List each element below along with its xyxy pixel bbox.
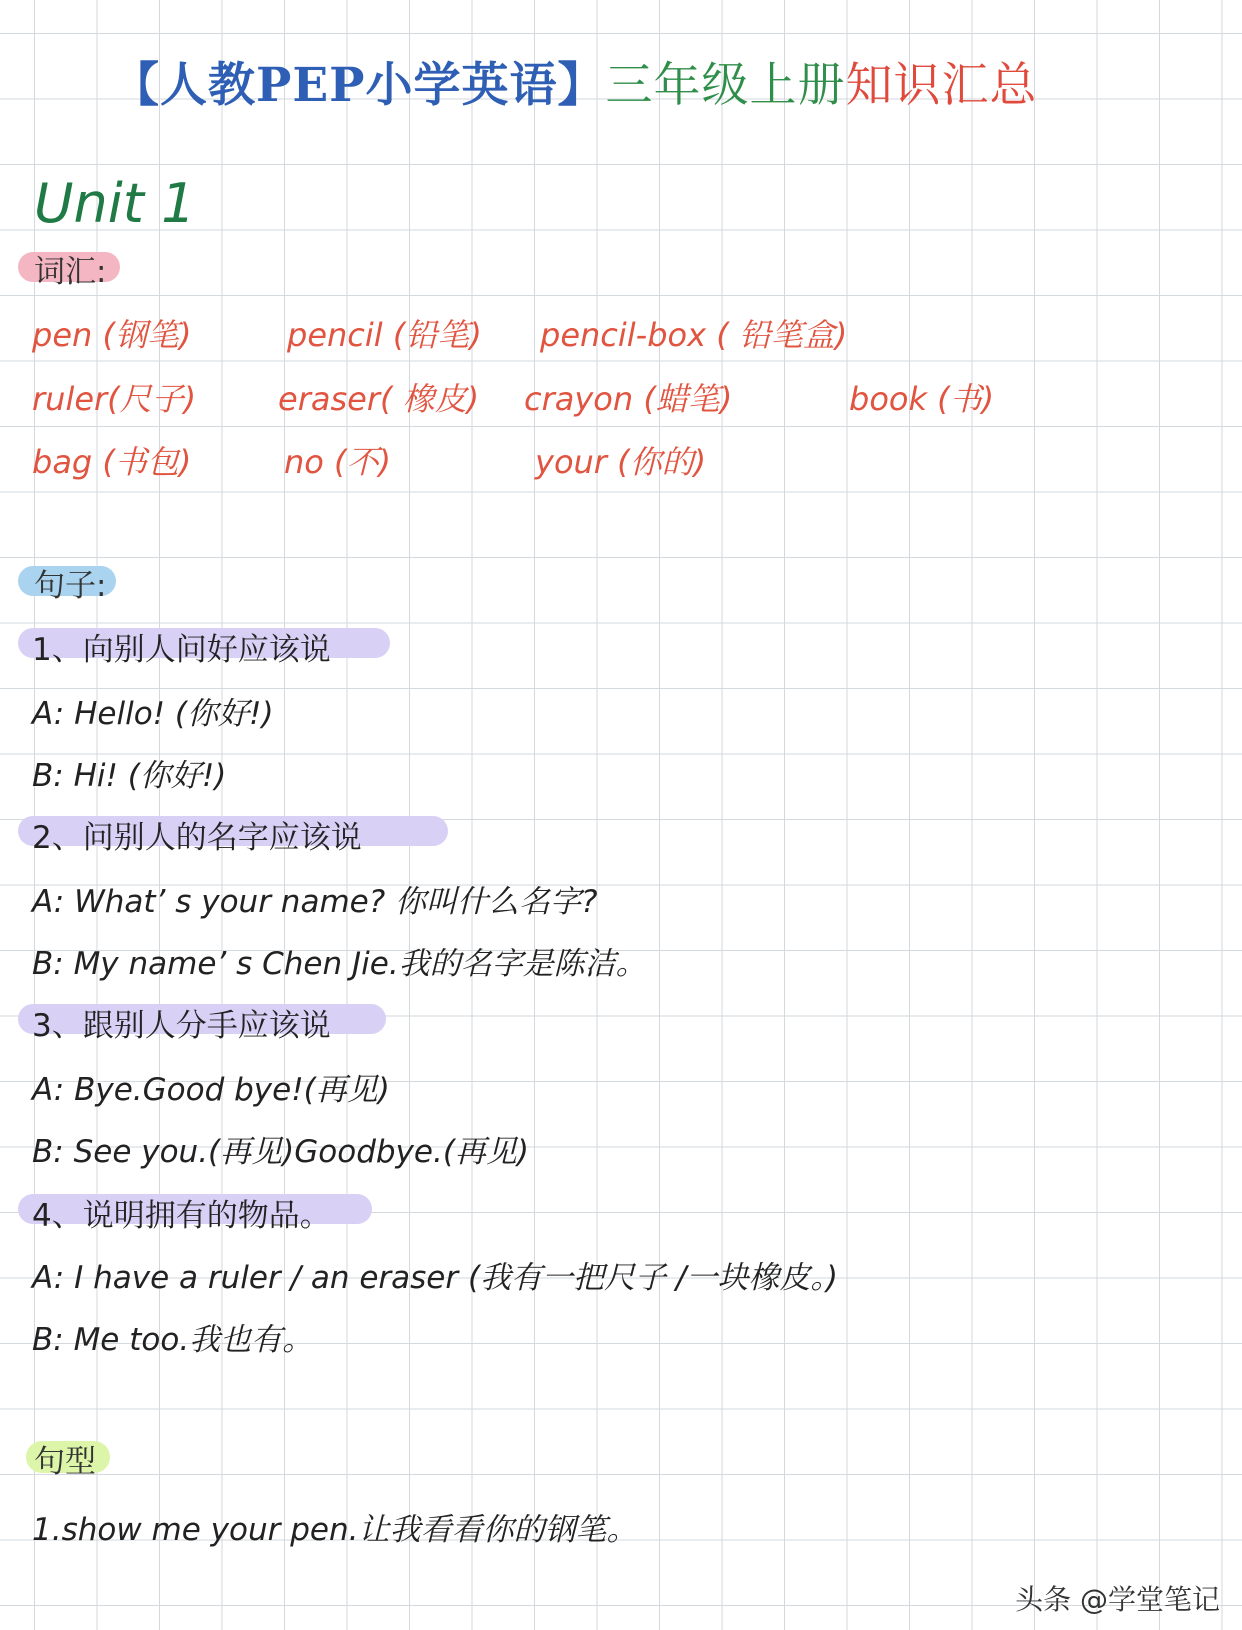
title-part-1: 【人教PEP小学英语】 [112,58,606,113]
topic-heading: 3、跟别人分手应该说 [32,1008,331,1044]
vocab-item: book (书) [849,380,995,418]
vocab-item: bag (书包) [32,443,192,481]
watermark: 头条 @学堂笔记 [1015,1583,1220,1616]
title-part-3: 知识汇总 [845,58,1038,113]
topic-heading: 4、说明拥有的物品。 [32,1198,331,1234]
unit-heading: Unit 1 [34,172,196,235]
title-part-2: 三年级上册 [605,58,846,113]
topic-heading: 2、问别人的名字应该说 [32,820,362,856]
vocab-item: eraser( 橡皮) [278,380,480,418]
dialogue-line: A: Bye.Good bye!(再见) [32,1072,390,1108]
sentence-label: 句子: [34,568,107,604]
dialogue-line: A: Hello! (你好!) [32,696,274,732]
dialogue-line: B: Hi! (你好!) [32,758,227,794]
page-title [112,48,1038,115]
vocab-item: crayon (蜡笔) [524,380,733,418]
vocab-label: 词汇: [34,254,107,290]
vocab-item: pencil (铅笔) [287,316,482,354]
vocab-item: your (你的) [535,443,707,481]
pattern-line: 1.show me your pen.让我看看你的钢笔。 [32,1512,638,1548]
dialogue-line: A: I have a ruler / an eraser (我有一把尺子 /一块橡皮。) [32,1260,838,1296]
dialogue-line: B: Me too.我也有。 [32,1322,314,1358]
vocab-item: no (不) [284,443,392,481]
pattern-label: 句型 [34,1444,96,1480]
vocab-item: pencil-box ( 铅笔盒) [540,316,848,354]
topic-heading: 1、向别人问好应该说 [32,632,331,668]
vocab-item: pen (钢笔) [32,316,192,354]
dialogue-line: B: My name’ s Chen Jie.我的名字是陈洁。 [32,946,647,982]
vocab-item: ruler(尺子) [32,380,197,418]
dialogue-line: B: See you.(再见)Goodbye.(再见) [32,1134,530,1170]
dialogue-line: A: What’ s your name? 你叫什么名字? [32,884,598,920]
